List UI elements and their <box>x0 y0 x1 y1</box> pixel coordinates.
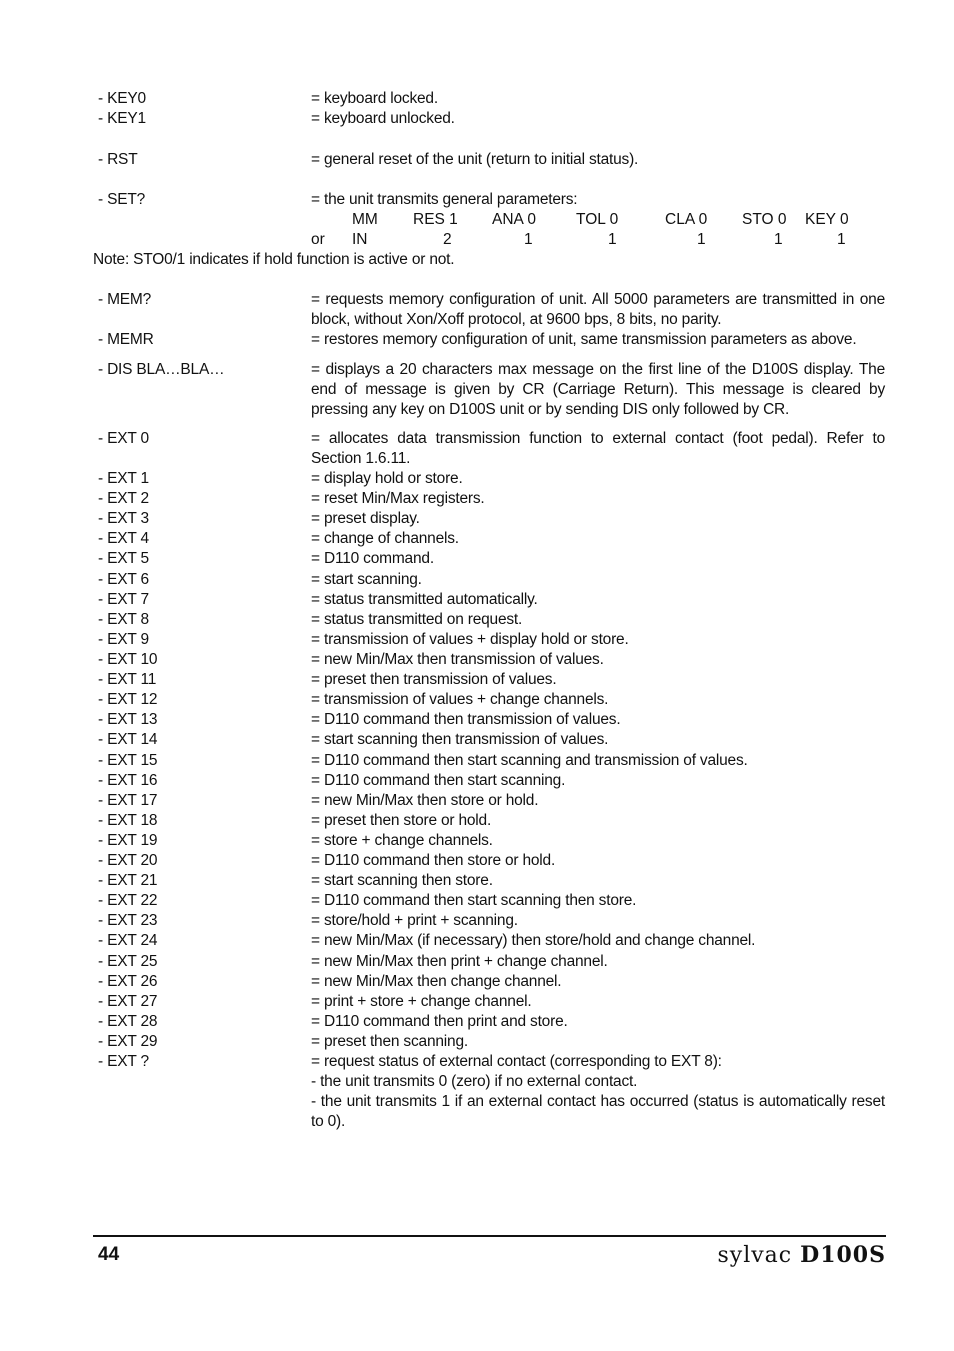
param-sto-alt: 1 <box>774 231 783 248</box>
desc-rst: = general reset of the unit (return to initial status). <box>311 151 639 168</box>
cmd-key1: - KEY1 <box>98 110 146 127</box>
desc-ext-query: = request status of external contact (corresponding to EXT 8): <box>311 1053 722 1070</box>
desc-ext-18: = preset then store or hold. <box>311 812 492 829</box>
desc-key1: = keyboard unlocked. <box>311 110 455 127</box>
desc-ext-3: = preset display. <box>311 510 420 527</box>
ext-query-line-1: - the unit transmits 1 if an external contact has occurred (status is automatically reset to 0). <box>311 1093 885 1130</box>
desc-ext-2: = reset Min/Max registers. <box>311 490 485 507</box>
desc-ext-0: = allocates data transmission function to external contact (foot pedal). Refer to Section 1.6.11. <box>311 430 885 467</box>
param-key: KEY 0 <box>805 211 849 228</box>
cmd-ext-11: - EXT 11 <box>98 671 157 688</box>
desc-ext-13: = D110 command then transmission of values. <box>311 711 621 728</box>
cmd-ext-23: - EXT 23 <box>98 912 158 929</box>
desc-ext-19: = store + change channels. <box>311 832 493 849</box>
desc-ext-15: = D110 command then start scanning and transmission of values. <box>311 752 748 769</box>
ext-query-line-0: - the unit transmits 0 (zero) if no external contact. <box>311 1073 638 1090</box>
desc-ext-26: = new Min/Max then change channel. <box>311 973 562 990</box>
desc-ext-1: = display hold or store. <box>311 470 463 487</box>
param-cla: CLA 0 <box>665 211 708 228</box>
cmd-ext-1: - EXT 1 <box>98 470 149 487</box>
cmd-set: - SET? <box>98 191 146 208</box>
cmd-ext-7: - EXT 7 <box>98 591 149 608</box>
desc-ext-29: = preset then scanning. <box>311 1033 468 1050</box>
cmd-ext-3: - EXT 3 <box>98 510 149 527</box>
note-sto: Note: STO0/1 indicates if hold function is active or not. <box>93 251 455 268</box>
cmd-dis: - DIS BLA…BLA… <box>98 361 225 378</box>
desc-ext-4: = change of channels. <box>311 530 459 547</box>
cmd-ext-25: - EXT 25 <box>98 953 158 970</box>
desc-ext-16: = D110 command then start scanning. <box>311 772 566 789</box>
cmd-ext-26: - EXT 26 <box>98 973 158 990</box>
cmd-ext-21: - EXT 21 <box>98 872 158 889</box>
desc-ext-14: = start scanning then transmission of values. <box>311 731 609 748</box>
desc-ext-24: = new Min/Max (if necessary) then store/hold and change channel. <box>311 932 756 949</box>
page-number: 44 <box>98 1244 120 1265</box>
cmd-ext-16: - EXT 16 <box>98 772 158 789</box>
desc-ext-9: = transmission of values + display hold or store. <box>311 631 629 648</box>
param-ana-alt: 1 <box>524 231 533 248</box>
cmd-ext-0: - EXT 0 <box>98 430 149 447</box>
cmd-ext-24: - EXT 24 <box>98 932 158 949</box>
cmd-ext-8: - EXT 8 <box>98 611 149 628</box>
desc-ext-21: = start scanning then store. <box>311 872 493 889</box>
cmd-memr: - MEMR <box>98 331 154 348</box>
cmd-ext-10: - EXT 10 <box>98 651 158 668</box>
param-sto: STO 0 <box>742 211 787 228</box>
desc-ext-25: = new Min/Max then print + change channel. <box>311 953 608 970</box>
desc-dis: = displays a 20 characters max message on the first line of the D100S display. The end of message is given by CR (Carriage Return). This message is cleared by pressing any key on D100S unit or by sending DIS only followed by CR. <box>311 361 885 418</box>
desc-ext-7: = status transmitted automatically. <box>311 591 538 608</box>
desc-mem: = requests memory configuration of unit. All 5000 parameters are transmitted in one block, without Xon/Xoff protocol, at 9600 bps, 8 bits, no parity. <box>311 291 885 328</box>
desc-ext-5: = D110 command. <box>311 550 434 567</box>
desc-ext-27: = print + store + change channel. <box>311 993 532 1010</box>
param-res-alt: 2 <box>443 231 452 248</box>
desc-ext-28: = D110 command then print and store. <box>311 1013 568 1030</box>
footer-rule <box>93 1235 886 1237</box>
brand-logo <box>717 1242 886 1268</box>
desc-ext-6: = start scanning. <box>311 571 422 588</box>
desc-ext-8: = status transmitted on request. <box>311 611 523 628</box>
param-tol: TOL 0 <box>576 211 619 228</box>
cmd-ext-9: - EXT 9 <box>98 631 149 648</box>
cmd-ext-27: - EXT 27 <box>98 993 158 1010</box>
desc-ext-23: = store/hold + print + scanning. <box>311 912 518 929</box>
cmd-ext-15: - EXT 15 <box>98 752 158 769</box>
param-ana: ANA 0 <box>492 211 536 228</box>
cmd-ext-22: - EXT 22 <box>98 892 158 909</box>
param-res: RES 1 <box>413 211 458 228</box>
param-in: IN <box>352 231 368 248</box>
desc-ext-22: = D110 command then start scanning then store. <box>311 892 637 909</box>
desc-ext-11: = preset then transmission of values. <box>311 671 557 688</box>
param-key-alt: 1 <box>837 231 846 248</box>
cmd-ext-29: - EXT 29 <box>98 1033 158 1050</box>
desc-set: = the unit transmits general parameters: <box>311 191 578 208</box>
cmd-ext-19: - EXT 19 <box>98 832 158 849</box>
desc-ext-20: = D110 command then store or hold. <box>311 852 556 869</box>
param-tol-alt: 1 <box>608 231 617 248</box>
cmd-ext-13: - EXT 13 <box>98 711 158 728</box>
cmd-rst: - RST <box>98 151 138 168</box>
brand-model: D100S <box>800 1242 886 1268</box>
cmd-ext-28: - EXT 28 <box>98 1013 158 1030</box>
cmd-ext-6: - EXT 6 <box>98 571 149 588</box>
param-or: or <box>311 231 325 248</box>
cmd-mem: - MEM? <box>98 291 152 308</box>
param-mm: MM <box>352 211 378 228</box>
cmd-key0: - KEY0 <box>98 90 146 107</box>
cmd-ext-2: - EXT 2 <box>98 490 149 507</box>
cmd-ext-20: - EXT 20 <box>98 852 158 869</box>
cmd-ext-query: - EXT ? <box>98 1053 149 1070</box>
cmd-ext-14: - EXT 14 <box>98 731 158 748</box>
cmd-ext-4: - EXT 4 <box>98 530 149 547</box>
cmd-ext-5: - EXT 5 <box>98 550 149 567</box>
cmd-ext-12: - EXT 12 <box>98 691 158 708</box>
desc-key0: = keyboard locked. <box>311 90 438 107</box>
desc-ext-12: = transmission of values + change channels. <box>311 691 609 708</box>
desc-memr: = restores memory configuration of unit, same transmission parameters as above. <box>311 331 857 348</box>
brand-name: sylvac <box>717 1243 793 1268</box>
cmd-ext-17: - EXT 17 <box>98 792 158 809</box>
desc-ext-17: = new Min/Max then store or hold. <box>311 792 539 809</box>
desc-ext-10: = new Min/Max then transmission of values. <box>311 651 604 668</box>
param-cla-alt: 1 <box>697 231 706 248</box>
cmd-ext-18: - EXT 18 <box>98 812 158 829</box>
